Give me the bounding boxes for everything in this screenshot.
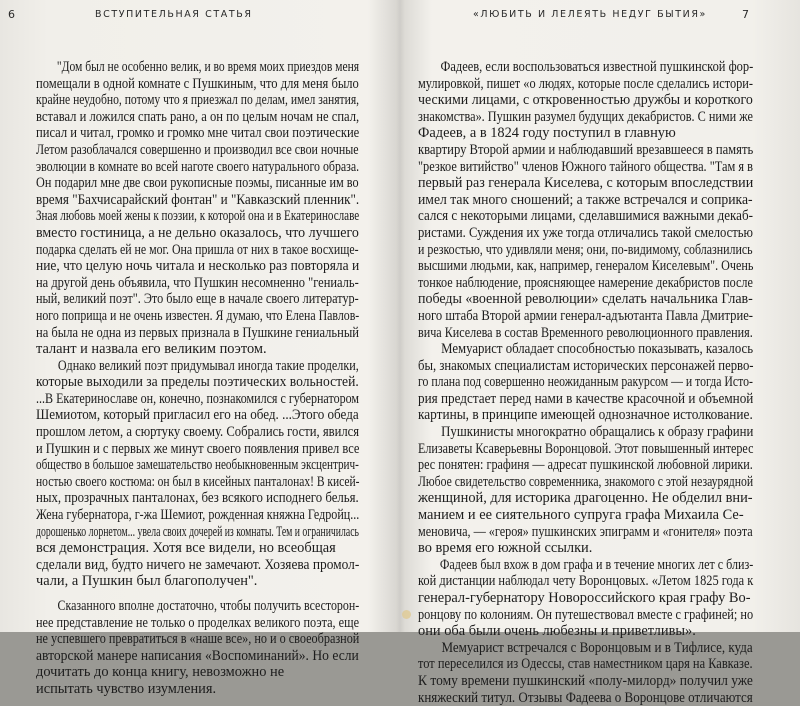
text-line: ронцову по колониям. Он путешествовал вместе с графиней; но [418,606,754,623]
paragraph-gap [36,590,360,598]
text-line: женщиной, для историка драгоценно. Не обделил вни- [418,490,753,507]
text-line: ного штаба Второй армии генерал-адъютанта Павла Дмитрие- [418,307,753,324]
text-line: сался с некоторыми лицами, сделавшимися важными декаб- [418,208,753,225]
text-line: бы, знакомых специалистам исторических персонажей перво- [418,357,754,374]
text-line: ных, прозрачных панталонах, без всякого исподнего белья. [36,490,359,507]
text-line: чали, а Пушкин был благополучен". [36,573,258,590]
text-line: помещали в одной комнате с Пушкиным, что для меня было [36,75,359,92]
text-line: генерал-губернатору Новороссийского края графу Во- [418,590,751,606]
text-line: знакомства». Пушкин разумел будущих декабристов. С ними же [418,108,753,125]
text-line: Однако великий поэт придумывал иногда такие проделки, [57,357,359,374]
text-line: дочитать до конца книгу, невозможно не [36,664,285,681]
text-line: на была не одна из первых признала в Пушкине гениальный [36,324,359,341]
text-line: Любое свидетельство современника, знакомого с этой незаурядной [418,473,754,490]
text-line: кой дистанции наблюдал чету Воронцовых. «Летом 1825 года к [418,573,754,590]
text-line: эволюции в комнате во всей наготе своего натурального образа. [36,158,360,175]
text-line: картины, в принципе имеющей однозначное истолкование. [418,407,753,424]
left-page [0,0,396,697]
text-line: на другой день объявила, что Пушкин несомненно "гениаль- [36,274,359,291]
text-line: ...В Екатеринославе он, конечно, познакомился с губернатором [36,390,360,407]
text-line: ристами. Суждения их уже тогда отличались такой смелостью [418,224,753,241]
text-line: Жена губернатора, г-жа Шемиот, рожденная княжна Гедройц... [36,507,360,524]
text-line: Летом разоблачался совершенно и производил все свои ночные [36,141,359,158]
text-line: сделали вид, будто ничего не замечают. Хозяева промол- [36,556,360,573]
text-line: нее представление не только о проделках великого поэта, еще [36,614,360,631]
text-line: Шемиотом, который пригласил его на обед. ...Этого обеда [36,407,359,424]
text-line: ного поприща и не очень известен. Я думаю, что Елена Павлов- [36,307,360,324]
text-line: ние, что целую ночь читала и несколько раз повторяла и [36,258,360,275]
text-line: Мемуарист обладает способностью показывать, казалось [441,341,754,358]
text-line: княжеский титул. Отзывы Фадеева о Воронцове отличаются [418,689,753,706]
text-line: рия предстает перед нами в качестве красочной и объемной [418,390,754,407]
text-line: Сказанного вполне достаточно, чтобы получить всесторон- [57,598,360,614]
text-line: высшими людьми, как, например, генералом Киселевым". Очень [418,258,754,275]
text-line: вставал и ложился спать рано, а он по целым ночам не спал, [36,108,360,125]
text-line: талант и назвала его великим поэтом. [36,341,267,358]
text-line: манием и ее сиятельного супруга графа Михаила Се- [418,507,744,524]
text-line: победы «военной революции» сделать начальника Глав- [418,291,753,308]
text-line: вича Киселева в состав Временного революционного правления. [418,324,753,341]
paper-stain [402,610,411,619]
text-line: время "Бахчисарайский фонтан" и "Кавказский пленник". [36,191,360,208]
text-line: "Дом был не особенно велик, и во время моих приездов меня [56,59,360,75]
text-line: Фадеев, а в 1824 году поступил в главную [418,125,676,142]
text-line: ный, великий поэт". Это было еще в начале своего литератур- [36,291,359,308]
text-line: Он подарил мне две свои рукописные поэмы, писанные им во [36,175,359,192]
text-line: и резкостью, что удивляли меня; они, по-видимому, соблазнились [418,241,753,258]
text-line: Зная любовь моей жены к поэзии, к которой она и в Екатеринославе [36,208,360,225]
text-line: во время его южной ссылки. [418,540,593,557]
text-line: Фадеев был вхож в дом графа и в течение многих лет с близ- [439,556,754,573]
text-line: меновича, — «героя» пушкинских эпиграмм и «гонителя» поэта [418,523,753,540]
running-head-left: ВСТУПИТЕЛЬНАЯ СТАТЬЯ [95,9,253,20]
text-line: квартиру Второй армии и наблюдавший врезавшееся в память [418,141,754,158]
text-line: ческими лицами, с откровенностью дружбы и короткого [418,92,753,109]
text-line: вся демонстрация. Хотя все видели, но всеобщая [36,540,336,557]
text-line: Елизаветы Ксаверьевны Воронцовой. Этот повышенный интерес [418,440,754,457]
text-line: рес понятен: графиня — адресат пушкинской любовной лирики. [418,457,753,474]
page-number-left: 6 [8,8,15,21]
text-line: мулировкой, пишет «о людях, которые после сделались истори- [418,75,753,92]
text-line: Мемуарист встречался с Воронцовым и в Тифлисе, куда [441,639,753,656]
text-line: Фадеев, если воспользоваться известной пушкинской фор- [440,59,754,75]
body-text-left [36,59,360,698]
text-line: которые выходили за пределы поэтических вольностей. [36,374,359,391]
text-line: "резкое витийство" членов Южного тайного общества. "Там я в [418,158,753,175]
text-line: авторской манере написания «Воспоминаний». Но если [36,647,359,664]
text-line: ностью своего костюма: он был в кисейных панталонах! В кисей- [36,473,360,490]
text-line: К тому времени пушкинский «полу-милорд» получил уже [418,672,753,689]
text-line: и Пушкин и с первых же минут своего появления привел все [36,440,360,457]
text-line: крайне неудобно, потому что я приезжал по делам, имел занятия, [36,92,360,109]
body-text-right [418,59,754,706]
text-line: прошлом летом, а сюртуку своему. Собрались гости, явился [36,424,360,441]
text-line: вместо гостиница, а не дельно оказалось, что лучшего [36,224,359,241]
right-page [404,0,800,706]
text-line: го плана под совершенно неожиданным ракурсом — и тогда Исто- [418,374,753,391]
text-line: подарка сделать ей не мог. Она пришла от них в такое восхище- [36,241,359,258]
page-number-right: 7 [742,8,749,21]
text-line: испытать чувство изумления. [36,680,217,697]
text-line: тот переселился из Одессы, став наместником царя на Кавказе. [418,656,753,673]
text-line: общество в большое замешательство необыкновенным эксцентрич- [36,457,359,474]
running-head-right: «ЛЮБИТЬ И ЛЕЛЕЯТЬ НЕДУГ БЫТИЯ» [473,9,707,20]
text-line: имел так много сношений; а также встречался и соприка- [418,191,753,208]
text-line: первый раз генерала Киселева, с которым впоследствии [418,175,754,192]
text-line: они оба были очень любезны и приветливы». [418,623,696,640]
text-line: тонкое наблюдение, проясняющее намерение декабристов после [418,274,753,291]
text-line: дорошенько лорнетом... увела своих дочерей из комнаты. Тем и ограничилась [36,523,359,540]
text-line: писал и читал, громко и громко мне читал свои поэтические [36,125,360,142]
text-line: не успевшего превратиться в «наше все», но и о своеобразной [36,631,360,648]
text-line: Пушкинисты многократно обращались к образу графини [441,424,754,441]
